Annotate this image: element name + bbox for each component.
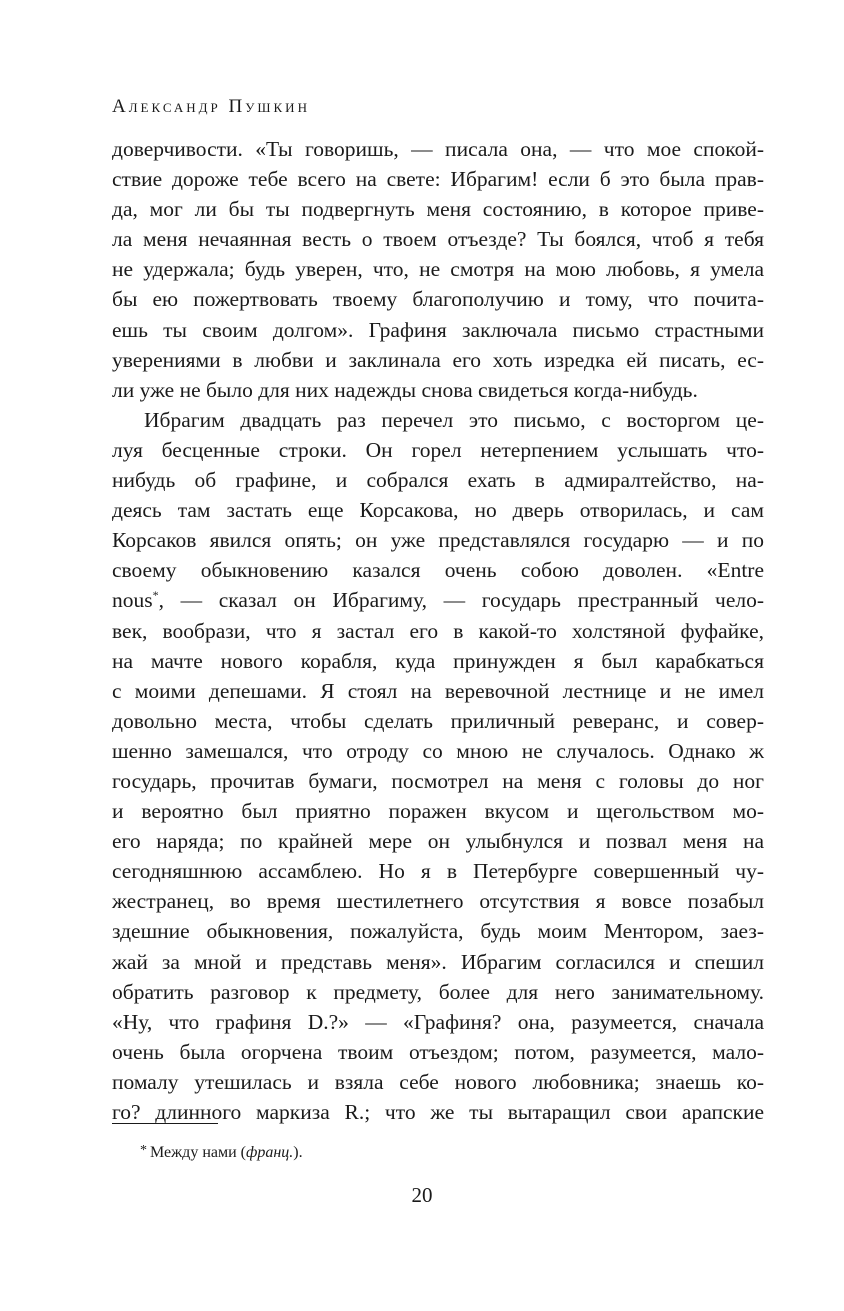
text-line: шенно замешался, что отроду со мною не случалось. Однако ж — [112, 738, 764, 763]
text-line: ли уже не было для них надежды снова свидеться когда-нибудь. — [112, 377, 698, 402]
text-line: нибудь об графине, и собрался ехать в адмиралтейство, на- — [112, 468, 764, 493]
text-line: и вероятно был приятно поражен вкусом и щегольством мо- — [112, 799, 764, 824]
page-number: 20 — [411, 1183, 433, 1207]
text-line: доверчивости. «Ты говоришь, — писала она, — что мое спокой- — [112, 137, 764, 161]
text-line: сегодняшнюю ассамблею. Но я в Петербурге совершенный чу- — [112, 859, 764, 884]
text-line: своему обыкновению казался очень собою доволен. «Entre — [112, 558, 764, 583]
text-line: век, вообрази, что я застал его в какой-то холстяной фуфайке, — [112, 618, 764, 643]
text-line: его наряда; по крайней мере он улыбнулся и позвал меня на — [112, 829, 764, 854]
text-line: Ибрагим двадцать раз перечел это письмо, с восторгом це- — [144, 407, 764, 432]
text-line: луя бесценные строки. Он горел нетерпением услышать что- — [112, 437, 764, 462]
text-line: ла меня нечаянная весть о твоем отъезде? Ты боялся, чтоб я тебя — [112, 227, 764, 252]
footnote-marker: * — [140, 1143, 147, 1158]
text-line: деясь там застать еще Корсакова, но дверь отворилась, и сам — [112, 498, 764, 523]
footnote — [140, 1141, 303, 1163]
text-line: на мачте нового корабля, куда принужден я был карабкаться — [112, 648, 764, 673]
text-line: довольно места, чтобы сделать приличный реверанс, и совер- — [112, 708, 764, 733]
note-word: nous — [112, 588, 153, 613]
text-line-with-note — [112, 585, 764, 615]
text-line: ствие дороже тебе всего на свете: Ибрагим! если б это была прав- — [112, 167, 764, 192]
text-line: го? длинного маркиза R.; что же ты вытаращил свои арапские — [112, 1100, 764, 1124]
footnote-italic: франц. — [246, 1144, 294, 1161]
text-line: не удержала; будь уверен, что, не смотря на мою любовь, я умела — [112, 257, 764, 282]
running-head: Александр Пушкин — [112, 96, 310, 117]
text-line: очень была огорчена твоим отъездом; потом, разумеется, мало- — [112, 1039, 764, 1064]
footnote-divider — [112, 1123, 218, 1124]
note-line-rest: , — сказал он Ибрагиму, — государь престранный чело- — [158, 588, 764, 613]
footnote-text-end: ). — [293, 1144, 303, 1161]
text-line: да, мог ли бы ты подвергнуть меня состоянию, в которое приве- — [112, 197, 764, 222]
text-line: помалу утешилась и взяла себе нового любовника; знаешь ко- — [112, 1069, 764, 1094]
text-line: ешь ты своим долгом». Графиня заключала письмо страстными — [112, 317, 764, 342]
footnote-marker: * — [152, 588, 159, 603]
footnote-text: Между нами ( — [150, 1144, 246, 1161]
text-line: обратить разговор к предмету, более для него занимательному. — [112, 979, 764, 1004]
text-line: уверениями в любви и заклинала его хоть изредка ей писать, ес- — [112, 347, 764, 372]
text-line: жай за мной и представь меня». Ибрагим согласился и спешил — [112, 949, 764, 974]
text-line: с моими депешами. Я стоял на веревочной лестнице и не имел — [112, 678, 764, 703]
text-line: жестранец, во время шестилетнего отсутствия я вовсе позабыл — [112, 889, 764, 914]
text-line: «Ну, что графиня D.?» — «Графиня? она, разумеется, сначала — [112, 1009, 764, 1034]
text-line: государь, прочитав бумаги, посмотрел на меня с головы до ног — [112, 768, 764, 793]
body-text — [112, 134, 764, 1127]
text-line: бы ею пожертвовать твоему благополучию и тому, что почита- — [112, 287, 764, 312]
text-line: Корсаков явился опять; он уже представлялся государю — и по — [112, 528, 764, 553]
text-line: здешние обыкновения, пожалуйста, будь моим Ментором, заез- — [112, 919, 764, 944]
